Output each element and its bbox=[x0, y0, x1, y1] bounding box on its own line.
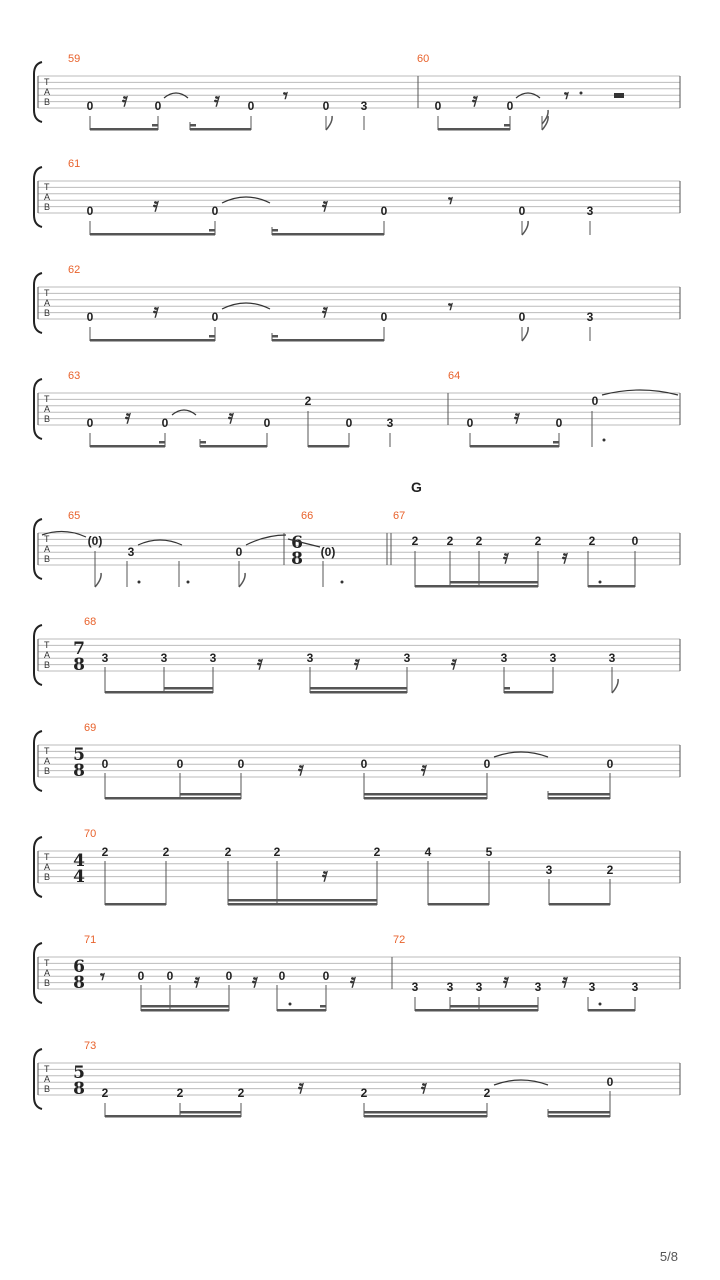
sixteenth-rest: 𝄿 bbox=[421, 1076, 427, 1098]
tab-clef-t: T bbox=[44, 182, 50, 192]
sixteenth-rest: 𝄿 bbox=[257, 652, 263, 674]
fret-number: 0 bbox=[247, 99, 255, 113]
fret-number: 4 bbox=[424, 845, 432, 859]
rests bbox=[322, 864, 328, 886]
fret-number: 0 bbox=[86, 99, 94, 113]
fret-number: 3 bbox=[588, 980, 596, 994]
staff-lines bbox=[38, 393, 680, 425]
fret-number: 2 bbox=[162, 845, 170, 859]
sixteenth-rest: 𝄿 bbox=[354, 652, 360, 674]
fret-number: 3 bbox=[306, 651, 314, 665]
flags bbox=[95, 573, 245, 587]
staff-lines bbox=[38, 1063, 680, 1095]
tab-system bbox=[34, 722, 680, 800]
fret-number: 0 bbox=[86, 310, 94, 324]
sixteenth-rest: 𝄿 bbox=[322, 864, 328, 886]
flags bbox=[522, 327, 528, 341]
tab-clef-a: A bbox=[44, 756, 51, 766]
fret-number: 0 bbox=[278, 969, 286, 983]
tab-clef-a: A bbox=[44, 404, 51, 414]
eighth-rest: 𝄾 bbox=[100, 966, 106, 988]
fret-number: 3 bbox=[534, 980, 542, 994]
tab-clef-b: B bbox=[44, 202, 51, 212]
sixteenth-rest: 𝄿 bbox=[153, 300, 159, 322]
time-signature-bottom: 4 bbox=[73, 867, 85, 887]
fret-number: 0 bbox=[483, 757, 491, 771]
tab-clef-t: T bbox=[44, 534, 50, 544]
sixteenth-rest: 𝄿 bbox=[252, 970, 258, 992]
fret-number: 3 bbox=[586, 204, 594, 218]
fret-number: 2 bbox=[411, 534, 419, 548]
tab-clef-a: A bbox=[44, 544, 51, 554]
time-signature-bottom: 8 bbox=[73, 973, 85, 993]
sixteenth-rest: 𝄿 bbox=[194, 970, 200, 992]
time-signature-bottom: 8 bbox=[291, 549, 303, 569]
fret-number: 0 bbox=[518, 310, 526, 324]
sixteenth-rest: 𝄿 bbox=[322, 300, 328, 322]
fret-number: 0 bbox=[235, 545, 243, 559]
tab-system bbox=[34, 616, 680, 694]
tab-clef-t: T bbox=[44, 1064, 50, 1074]
tab-clef-a: A bbox=[44, 650, 51, 660]
sixteenth-rest: 𝄿 bbox=[451, 652, 457, 674]
fret-number: 2 bbox=[534, 534, 542, 548]
fret-number: (0) bbox=[320, 545, 336, 559]
stems-and-beams bbox=[95, 551, 635, 587]
fret-number: 3 bbox=[631, 980, 639, 994]
fret-number: 0 bbox=[380, 204, 388, 218]
measure-number: 59 bbox=[68, 53, 81, 65]
measure-number: 71 bbox=[84, 934, 97, 946]
beams bbox=[141, 1005, 635, 1012]
dotted-eighth-rest: 𝄾 bbox=[564, 85, 570, 107]
sixteenth-rest: 𝄿 bbox=[350, 970, 356, 992]
tab-clef-b: B bbox=[44, 1084, 51, 1094]
fret-number: 0 bbox=[466, 416, 474, 430]
fret-number: 0 bbox=[101, 757, 109, 771]
time-signature-bottom: 8 bbox=[73, 1079, 85, 1099]
fret-number: 3 bbox=[127, 545, 135, 559]
fret-number: 3 bbox=[360, 99, 368, 113]
flags bbox=[522, 221, 528, 235]
sixteenth-rest: 𝄿 bbox=[298, 1076, 304, 1098]
fret-number: 2 bbox=[304, 394, 312, 408]
time-signature-bottom: 8 bbox=[73, 655, 85, 675]
sixteenth-rest: 𝄿 bbox=[228, 406, 234, 428]
measure-number: 62 bbox=[68, 264, 81, 276]
fret-number: 0 bbox=[154, 99, 162, 113]
fret-number: 0 bbox=[211, 204, 219, 218]
staff-lines bbox=[38, 851, 680, 883]
fret-number: 0 bbox=[237, 757, 245, 771]
ties bbox=[494, 752, 548, 757]
fret-numbers bbox=[88, 534, 639, 559]
sixteenth-rest: 𝄿 bbox=[562, 546, 568, 568]
time-signature-top: 5 bbox=[73, 1063, 85, 1083]
time-signature-top: 6 bbox=[73, 957, 85, 977]
sixteenth-rest: 𝄿 bbox=[472, 89, 478, 111]
measure-number: 73 bbox=[84, 1040, 97, 1052]
measure-number: 60 bbox=[417, 53, 430, 65]
fret-number: 3 bbox=[209, 651, 217, 665]
fret-number: 3 bbox=[545, 863, 553, 877]
fret-number: 0 bbox=[606, 1075, 614, 1089]
sixteenth-rest: 𝄿 bbox=[514, 406, 520, 428]
time-signature bbox=[73, 745, 85, 781]
tab-clef-b: B bbox=[44, 97, 51, 107]
fret-number: (0) bbox=[87, 534, 103, 548]
fret-number: 0 bbox=[86, 204, 94, 218]
sixteenth-rest: 𝄿 bbox=[153, 194, 159, 216]
measure-number: 66 bbox=[301, 510, 314, 522]
measure-number: 67 bbox=[393, 510, 406, 522]
page-number: 5/8 bbox=[659, 1249, 678, 1264]
dots bbox=[289, 1003, 602, 1006]
fret-number: 0 bbox=[166, 969, 174, 983]
beams bbox=[415, 581, 635, 588]
tab-clef-a: A bbox=[44, 87, 51, 97]
beams bbox=[90, 124, 510, 131]
measure-number: 64 bbox=[448, 370, 461, 382]
tab-clef-t: T bbox=[44, 288, 50, 298]
fret-number: 3 bbox=[475, 980, 483, 994]
time-signature-bottom: 8 bbox=[73, 761, 85, 781]
fret-number: 0 bbox=[434, 99, 442, 113]
fret-number: 2 bbox=[475, 534, 483, 548]
tab-clef-t: T bbox=[44, 640, 50, 650]
beams bbox=[105, 1111, 610, 1118]
half-rest bbox=[614, 93, 624, 98]
note-dot bbox=[603, 439, 606, 442]
fret-number: 3 bbox=[160, 651, 168, 665]
measure-number: 65 bbox=[68, 510, 81, 522]
fret-number: 2 bbox=[224, 845, 232, 859]
fret-number: 0 bbox=[322, 99, 330, 113]
fret-number: 0 bbox=[506, 99, 514, 113]
sixteenth-rest: 𝄿 bbox=[298, 758, 304, 780]
fret-numbers bbox=[102, 845, 614, 877]
fret-number: 0 bbox=[211, 310, 219, 324]
fret-number: 0 bbox=[161, 416, 169, 430]
time-signature bbox=[291, 533, 303, 569]
fret-number: 3 bbox=[411, 980, 419, 994]
fret-number: 5 bbox=[485, 845, 493, 859]
measure-number: 61 bbox=[68, 158, 81, 170]
fret-number: 2 bbox=[176, 1086, 184, 1100]
flags bbox=[326, 110, 548, 130]
fret-numbers bbox=[102, 1075, 614, 1100]
stems-and-beams bbox=[90, 221, 590, 235]
time-signature bbox=[73, 957, 85, 993]
measure-number: 70 bbox=[84, 828, 97, 840]
tab-clef-b: B bbox=[44, 554, 51, 564]
fret-number: 2 bbox=[101, 845, 109, 859]
fret-number: 2 bbox=[273, 845, 281, 859]
fret-number: 2 bbox=[101, 1086, 109, 1100]
beams bbox=[90, 335, 384, 342]
sixteenth-rest: 𝄿 bbox=[125, 406, 131, 428]
fret-number: 0 bbox=[345, 416, 353, 430]
tab-system bbox=[34, 1040, 680, 1118]
fret-number: 2 bbox=[446, 534, 454, 548]
tab-clef-b: B bbox=[44, 414, 51, 424]
fret-number: 0 bbox=[518, 204, 526, 218]
eighth-rest: 𝄾 bbox=[283, 85, 289, 107]
fret-number: 0 bbox=[263, 416, 271, 430]
tab-clef-t: T bbox=[44, 77, 50, 87]
tab-clef-a: A bbox=[44, 862, 51, 872]
fret-number: 0 bbox=[86, 416, 94, 430]
time-signature-top: 7 bbox=[73, 639, 85, 659]
tab-clef-b: B bbox=[44, 766, 51, 776]
staff-lines bbox=[38, 76, 680, 108]
fret-number: 0 bbox=[591, 394, 599, 408]
time-signature-top: 4 bbox=[73, 851, 85, 871]
stems-and-beams bbox=[90, 116, 542, 130]
fret-number: 3 bbox=[386, 416, 394, 430]
fret-number: 2 bbox=[237, 1086, 245, 1100]
fret-number: 0 bbox=[555, 416, 563, 430]
beams bbox=[105, 899, 610, 906]
time-signature bbox=[73, 851, 85, 887]
time-signature bbox=[73, 1063, 85, 1099]
measure-number: 68 bbox=[84, 616, 97, 628]
measure-number: 72 bbox=[393, 934, 406, 946]
staff-lines bbox=[38, 745, 680, 777]
stems-and-beams bbox=[90, 327, 590, 341]
fret-number: 0 bbox=[176, 757, 184, 771]
fret-number: 0 bbox=[225, 969, 233, 983]
eighth-rest: 𝄾 bbox=[448, 190, 454, 212]
staff-lines bbox=[38, 957, 680, 989]
fret-number: 3 bbox=[446, 980, 454, 994]
fret-numbers bbox=[87, 99, 514, 113]
fret-number: 2 bbox=[360, 1086, 368, 1100]
section-marker: G bbox=[411, 479, 422, 495]
staff-lines bbox=[38, 181, 680, 213]
fret-number: 0 bbox=[322, 969, 330, 983]
sixteenth-rest: 𝄿 bbox=[421, 758, 427, 780]
beams bbox=[90, 229, 384, 236]
tab-clef-b: B bbox=[44, 978, 51, 988]
fret-number: 3 bbox=[549, 651, 557, 665]
measure-number: 69 bbox=[84, 722, 97, 734]
fret-number: 2 bbox=[606, 863, 614, 877]
sixteenth-rest: 𝄿 bbox=[562, 970, 568, 992]
fret-number: 0 bbox=[137, 969, 145, 983]
sixteenth-rest: 𝄿 bbox=[503, 546, 509, 568]
beams bbox=[105, 793, 610, 800]
tab-clef-a: A bbox=[44, 192, 51, 202]
tab-system bbox=[34, 158, 680, 236]
tab-clef-b: B bbox=[44, 660, 51, 670]
tab-clef-b: B bbox=[44, 308, 51, 318]
tab-clef-b: B bbox=[44, 872, 51, 882]
tab-clef-a: A bbox=[44, 968, 51, 978]
fret-number: 3 bbox=[608, 651, 616, 665]
time-signature-top: 5 bbox=[73, 745, 85, 765]
tab-clef-t: T bbox=[44, 958, 50, 968]
fret-number: 3 bbox=[586, 310, 594, 324]
tab-clef-t: T bbox=[44, 852, 50, 862]
eighth-rest: 𝄾 bbox=[448, 296, 454, 318]
sixteenth-rest: 𝄿 bbox=[503, 970, 509, 992]
fret-number: 0 bbox=[360, 757, 368, 771]
fret-number: 0 bbox=[380, 310, 388, 324]
tab-system bbox=[34, 828, 680, 906]
tab-system bbox=[34, 53, 680, 131]
staff-lines bbox=[38, 287, 680, 319]
fret-number: 2 bbox=[483, 1086, 491, 1100]
tab-system bbox=[34, 510, 680, 588]
rest-dot bbox=[580, 92, 583, 95]
tab-system bbox=[34, 264, 680, 342]
fret-number: 3 bbox=[403, 651, 411, 665]
fret-number: 0 bbox=[631, 534, 639, 548]
fret-number: 0 bbox=[606, 757, 614, 771]
tab-clef-a: A bbox=[44, 1074, 51, 1084]
time-signature-top: 6 bbox=[291, 533, 303, 553]
sixteenth-rest: 𝄿 bbox=[322, 194, 328, 216]
fret-number: 3 bbox=[500, 651, 508, 665]
tab-clef-t: T bbox=[44, 746, 50, 756]
fret-number: 3 bbox=[101, 651, 109, 665]
ties bbox=[172, 390, 678, 415]
beams bbox=[105, 687, 553, 694]
flags bbox=[612, 679, 618, 693]
tab-clef-a: A bbox=[44, 298, 51, 308]
beams bbox=[90, 441, 559, 448]
time-signature bbox=[73, 639, 85, 675]
sixteenth-rest: 𝄿 bbox=[122, 89, 128, 111]
tab-clef-t: T bbox=[44, 394, 50, 404]
tab-system bbox=[34, 934, 680, 1012]
measure-number: 63 bbox=[68, 370, 81, 382]
tab-system bbox=[34, 370, 680, 448]
fret-number: 2 bbox=[588, 534, 596, 548]
fret-number: 2 bbox=[373, 845, 381, 859]
sixteenth-rest: 𝄿 bbox=[214, 89, 220, 111]
